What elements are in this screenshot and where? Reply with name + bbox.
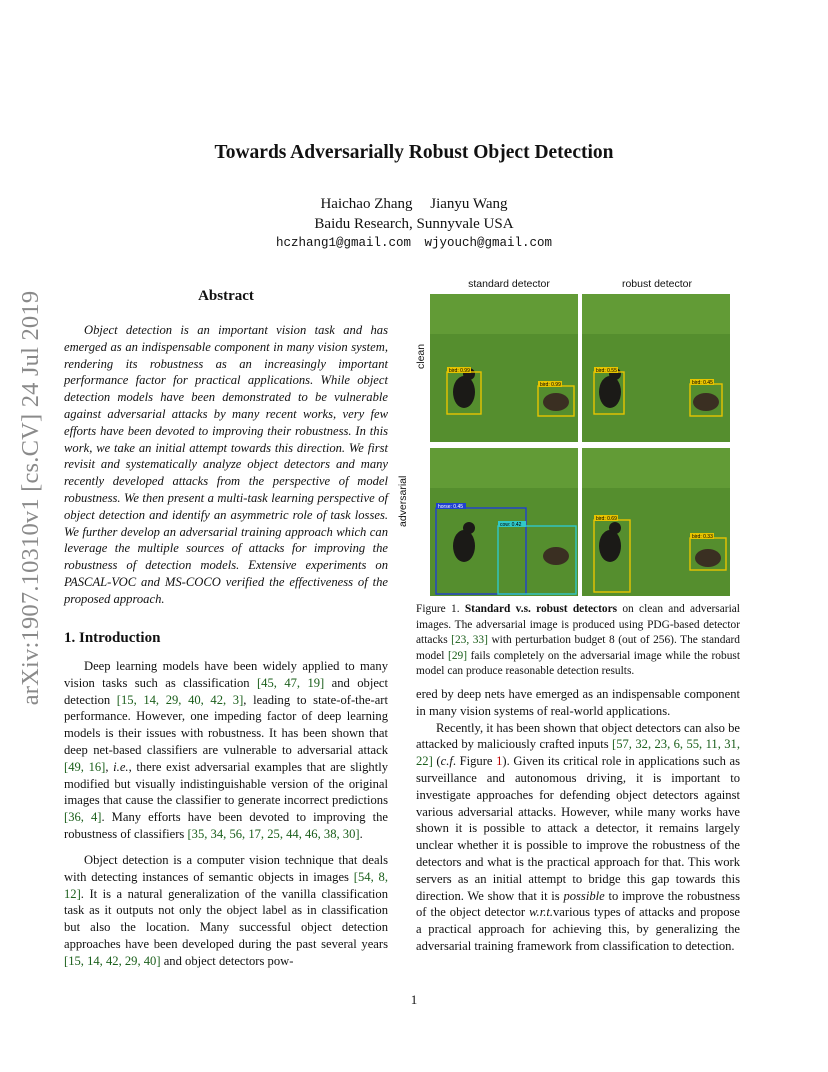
col-label-standard: standard detector (468, 278, 550, 290)
col-label-robust: robust detector (621, 278, 693, 290)
intro-paragraph-1: Deep learning models have been widely applied to many vision tasks such as classification [45, 47, 19] and object detection [15, 14, 29, 40, 42, 3], leading to state-of-the-art performance. However, one impeding factor of deep learning models is their issues with robustness. It has been shown that deep net-based classifiers are vulnerable to adversarial attack [49, 16], i.e., there exist adversarial examples that are slightly modified but visually indistinguishable version of the original images that cause the classifier to generate incorrect predictions [36, 4]. Many efforts have been devoted to improving the robustness of classifiers [35, 34, 56, 17, 25, 44, 46, 38, 30]. (64, 659, 388, 841)
citation[interactable]: [45, 47, 19] (256, 675, 325, 690)
arxiv-id: arXiv:1907.10310v1 [cs.CV] 24 Jul 2019 (17, 290, 44, 706)
box-label: bird: 0.45 (692, 380, 713, 386)
citation[interactable]: [57, 32, 23, 6, 55, 11, 31, 22] (416, 737, 740, 769)
panel-adversarial-standard (430, 448, 578, 596)
figure-link[interactable]: 1 (496, 754, 503, 769)
figure-1 (397, 278, 740, 600)
box-label: cow: 0.42 (500, 522, 522, 528)
panel-clean-standard (430, 294, 578, 442)
abstract-text: Object detection is an important vision task and has emerged as an indispensable component in many vision system, rendering its robustness as an increasingly important performance factor for practical applications. While object detection models have been demonstrated to be vulnerable against adversarial attacks by many recent works, very few efforts have been devoted to improving their robustness. In this work, we take an initial attempt towards this direction. We first revisit and systematically analyze object detectors and many recently developed attacks from the perspective of model robustness. We then present a multi-task learning perspective of object detection and identify an asymmetric role of task losses. We further develop an adversarial training approach which can leverage the multiple sources of attacks for improving the robustness of detection models. Extensive experiments on PASCAL-VOC and MS-COCO verified the effectiveness of the proposed approach. (64, 323, 388, 606)
figure-caption: Figure 1. Standard v.s. robust detectors on clean and adversarial images. The adversarial image is produced using PDG-based detector attacks [23, 33] with perturbation budget 8 (out of 256). The standard model [29] fails completely on the adversarial image while the robust model can produce reasonable detection results. (416, 603, 740, 678)
box-label: bird: 0.99 (449, 368, 470, 374)
citation[interactable]: [54, 8, 12] (64, 869, 388, 901)
row-label-clean: clean (415, 343, 427, 369)
panel-clean-robust (582, 294, 730, 442)
panel-adversarial-robust (582, 448, 730, 596)
page-number: 1 (410, 992, 418, 1007)
row-label-adversarial: adversarial (397, 475, 409, 527)
box-label: bird: 0.55 (596, 368, 617, 374)
authors (0, 196, 828, 213)
author-2: Jianyu Wang (430, 196, 508, 212)
arxiv-watermark (12, 292, 50, 704)
author-1: Haichao Zhang (320, 196, 413, 212)
right-paragraph-2: Recently, it has been shown that object detectors can also be attacked by maliciously crafted inputs [57, 32, 23, 6, 55, 11, 31, 22] (c.f. Figure 1). Given its critical role in applications such as surveillance and autonomous driving, it is important to investigate approaches for defending object detectors against various adversarial attacks. However, while many works have shown it is possible to attack a detector, it remains largely unclear whether it is possible to improve the robustness of the detectors and what is the practical approach for that. This work servers as an initial attempt to bridge this gap towards this direction. We show that it is possible to improve the robustness of the object detector w.r.t.various types of attacks and propose a practical approach for achieving this, by generalizing the adversarial training framework from classification to detection. (416, 720, 741, 953)
emails (0, 236, 828, 250)
box-label: bird: 0.69 (596, 516, 617, 522)
citation[interactable]: [49, 16] (64, 759, 106, 774)
citation[interactable]: [23, 33] (451, 634, 488, 647)
email-1: hczhang1@gmail.com (275, 236, 411, 250)
abstract-heading: Abstract (198, 288, 254, 304)
citation[interactable]: [35, 34, 56, 17, 25, 44, 46, 38, 30] (187, 826, 360, 841)
box-label: bird: 0.99 (540, 382, 561, 388)
intro-heading: 1. Introduction (64, 630, 161, 646)
intro-paragraph-2: Object detection is a computer vision technique that deals with detecting instances of semantic objects in images [54, 8, 12]. It is a natural generalization of the vanilla classification task as it outputs not only the object label as in classification but also the location. Many successful object detection approaches have been developed during the past several years [15, 14, 42, 29, 40] and object detectors pow- (64, 853, 388, 968)
citation[interactable]: [15, 14, 42, 29, 40] (64, 953, 161, 968)
right-paragraph-1: ered by deep nets have emerged as an indispensable component in many vision systems of real-world applications. (416, 687, 740, 718)
right-column-text (416, 686, 740, 955)
paper-title: Towards Adversarially Robust Object Detection (214, 142, 614, 163)
affiliation: Baidu Research, Sunnyvale USA (314, 216, 514, 232)
citation[interactable]: [15, 14, 29, 40, 42, 3] (116, 692, 244, 707)
box-label: bird: 0.33 (692, 534, 713, 540)
email-2: wjyouch@gmail.com (424, 236, 553, 250)
citation[interactable]: [36, 4] (64, 810, 102, 825)
box-label: horse: 0.45 (438, 504, 464, 510)
citation[interactable]: [29] (448, 649, 468, 662)
